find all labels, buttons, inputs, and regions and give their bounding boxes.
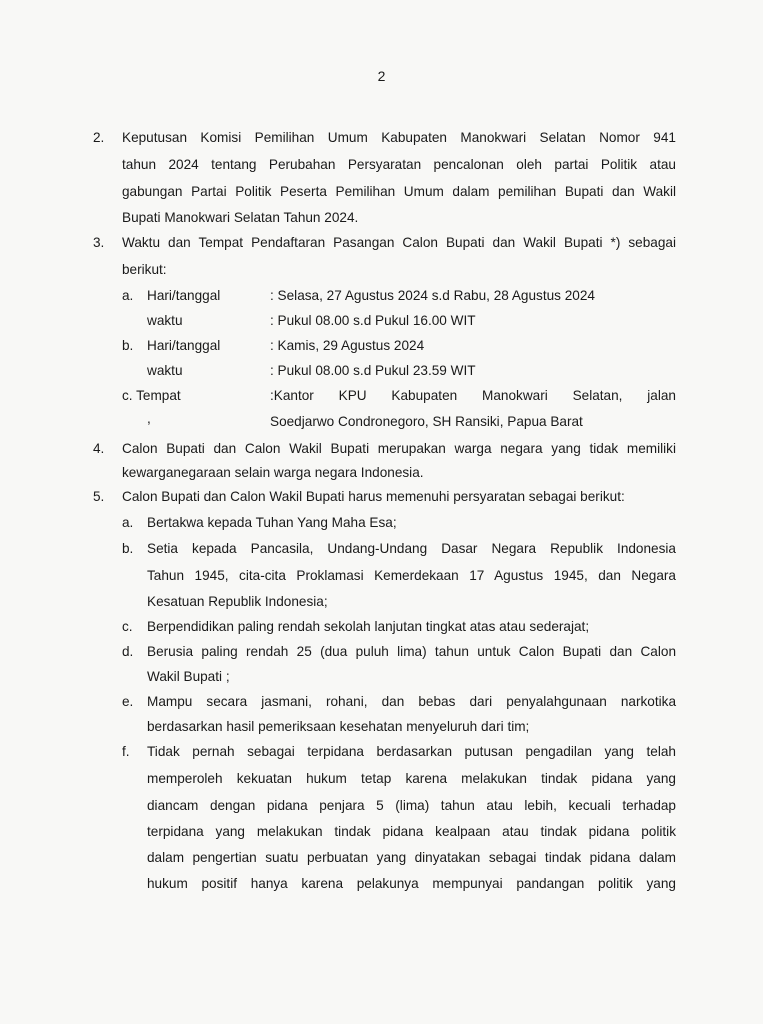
- page-number: 2: [377, 68, 386, 84]
- item-5a-letter: a.: [122, 515, 134, 530]
- item-5f-line-1: Tidak pernah sebagai terpidana berdasarkan putusan pengadilan yang telah: [147, 744, 676, 759]
- item-4-line-1: Calon Bupati dan Calon Wakil Bupati merupakan warga negara yang tidak memiliki: [122, 441, 676, 456]
- item-5-number: 5.: [93, 489, 105, 504]
- item-5f-line-2: memperoleh kekuatan hukum tetap karena melakukan tindak pidana yang: [147, 771, 676, 786]
- item-5c-line-1: Berpendidikan paling rendah sekolah lanjutan tingkat atas atau sederajat;: [147, 619, 590, 634]
- item-3-number: 3.: [93, 235, 105, 250]
- item-5c-letter: c.: [122, 619, 133, 634]
- item-5e-letter: e.: [122, 694, 134, 709]
- item-2-line-3: gabungan Partai Politik Peserta Pemilihan Umum dalam pemilihan Bupati dan Wakil: [122, 184, 676, 199]
- item-5d-line-1: Berusia paling rendah 25 (dua puluh lima) tahun untuk Calon Bupati dan Calon: [147, 644, 676, 659]
- item-5d-letter: d.: [122, 644, 134, 659]
- schedule-c-value-line-2: Soedjarwo Condronegoro, SH Ransiki, Papua Barat: [270, 414, 583, 429]
- item-5f-line-6: hukum positif hanya karena pelakunya mempunyai pandangan politik yang: [147, 876, 676, 891]
- item-5e-line-1: Mampu secara jasmani, rohani, dan bebas dari penyalahgunaan narkotika: [147, 694, 676, 709]
- item-5b-line-3: Kesatuan Republik Indonesia;: [147, 594, 328, 609]
- item-5f-letter: f.: [122, 744, 130, 759]
- item-5a-line-1: Bertakwa kepada Tuhan Yang Maha Esa;: [147, 515, 397, 530]
- schedule-c-value-line-1: :Kantor KPU Kabupaten Manokwari Selatan, jalan: [270, 388, 676, 403]
- item-2-line-2: tahun 2024 tentang Perubahan Persyaratan pencalonan oleh partai Politik atau: [122, 157, 676, 172]
- item-2-line-4: Bupati Manokwari Selatan Tahun 2024.: [122, 210, 359, 225]
- item-5d-line-2: Wakil Bupati ;: [147, 669, 230, 684]
- schedule-a-letter: a.: [122, 288, 134, 303]
- item-5b-line-1: Setia kepada Pancasila, Undang-Undang Dasar Negara Republik Indonesia: [147, 541, 676, 556]
- schedule-b-time-value: : Pukul 08.00 s.d Pukul 23.59 WIT: [270, 363, 476, 378]
- item-5b-letter: b.: [122, 541, 134, 556]
- item-2-number: 2.: [93, 130, 105, 145]
- schedule-a-day-label: Hari/tanggal: [147, 288, 221, 303]
- item-3-line-1: Waktu dan Tempat Pendaftaran Pasangan Calon Bupati dan Wakil Bupati *) sebagai: [122, 235, 676, 250]
- item-3-line-2: berikut:: [122, 262, 167, 277]
- schedule-b-time-label: waktu: [147, 363, 183, 378]
- item-5e-line-2: berdasarkan hasil pemeriksaan kesehatan menyeluruh dari tim;: [147, 719, 530, 734]
- item-5f-line-3: diancam dengan pidana penjara 5 (lima) tahun atau lebih, kecuali terhadap: [147, 798, 676, 813]
- item-5f-line-5: dalam pengertian suatu perbuatan yang dinyatakan sebagai tindak pidana dalam: [147, 850, 676, 865]
- schedule-b-day-value: : Kamis, 29 Agustus 2024: [270, 338, 425, 353]
- item-4-number: 4.: [93, 441, 105, 456]
- item-2-line-1: Keputusan Komisi Pemilihan Umum Kabupaten Manokwari Selatan Nomor 941: [122, 130, 676, 145]
- schedule-c-label: c. Tempat: [122, 388, 181, 403]
- schedule-a-time-label: waktu: [147, 313, 183, 328]
- schedule-c-comma: ,: [147, 411, 151, 426]
- item-5-line-1: Calon Bupati dan Calon Wakil Bupati harus memenuhi persyaratan sebagai berikut:: [122, 489, 625, 504]
- schedule-b-letter: b.: [122, 338, 134, 353]
- item-4-line-2: kewarganegaraan selain warga negara Indonesia.: [122, 465, 424, 480]
- schedule-b-day-label: Hari/tanggal: [147, 338, 221, 353]
- schedule-a-time-value: : Pukul 08.00 s.d Pukul 16.00 WIT: [270, 313, 476, 328]
- item-5b-line-2: Tahun 1945, cita-cita Proklamasi Kemerdekaan 17 Agustus 1945, dan Negara: [147, 568, 676, 583]
- item-5f-line-4: terpidana yang melakukan tindak pidana kealpaan atau tindak pidana politik: [147, 824, 676, 839]
- schedule-a-day-value: : Selasa, 27 Agustus 2024 s.d Rabu, 28 Agustus 2024: [270, 288, 595, 303]
